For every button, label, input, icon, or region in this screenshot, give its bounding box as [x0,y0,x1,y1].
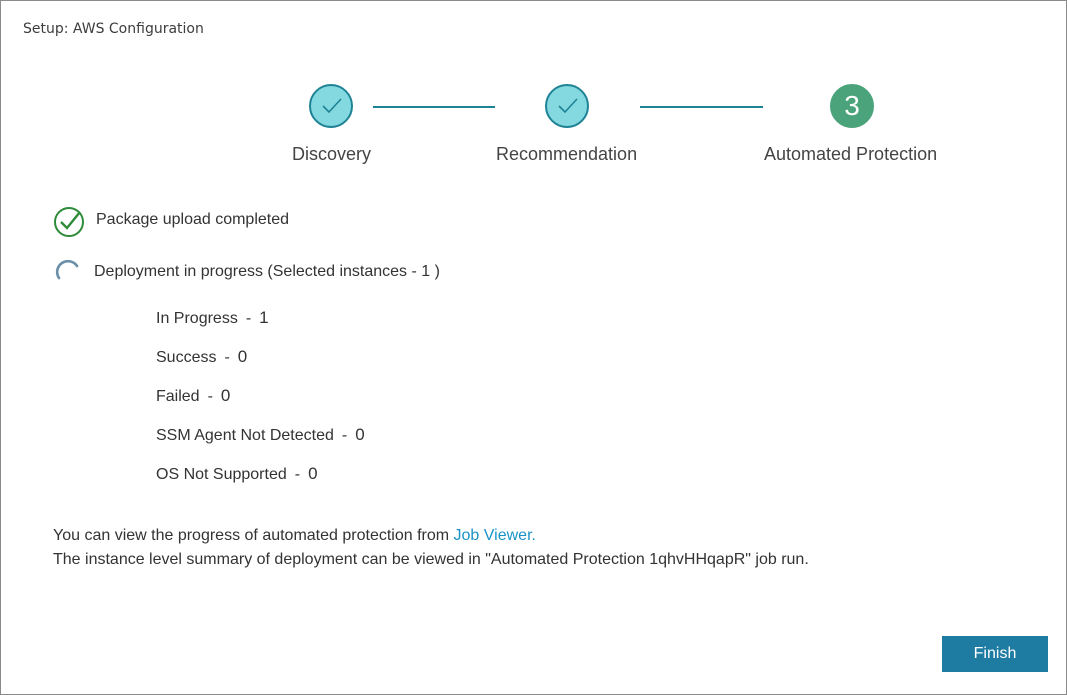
step-1-completed-indicator [309,84,353,128]
checkmark-icon [320,96,344,116]
step-label-recommendation: Recommendation [496,144,638,164]
stat-value: 0 [308,464,318,483]
stat-in-progress [156,308,269,328]
stat-label: OS Not Supported [156,466,287,483]
stat-value: 0 [237,347,248,366]
instance-summary-info: The instance level summary of deployment can be viewed in "Automated Protection 1qhvHHqapR" job run. [53,551,809,568]
deployment-status-text: Deployment in progress (Selected instances - 1 ) [94,263,440,280]
step-label-discovery: Discovery [292,144,372,164]
stat-os-not-supported [156,464,318,484]
step-connector-2 [640,106,763,108]
step-3-active-indicator: 3 [830,84,874,128]
step-2-completed-indicator [545,84,589,128]
stat-label: Failed [156,388,200,405]
stat-failed [156,386,230,406]
stat-success [156,347,247,367]
step-label-automated-protection: Automated Protection [764,144,938,164]
dialog-title: Setup: AWS Configuration [23,21,204,37]
spinner-icon [55,260,83,288]
stat-label: SSM Agent Not Detected [156,427,334,444]
upload-status-text: Package upload completed [96,211,290,228]
job-viewer-info [53,527,536,545]
finish-button[interactable]: Finish [942,636,1048,672]
stat-label: In Progress [156,310,238,327]
stat-value: 0 [355,425,365,444]
stat-ssm-agent-not-detected [156,425,365,445]
step-connector-1 [373,106,495,108]
checkmark-icon [556,96,580,116]
stat-label: Success [156,349,217,366]
job-viewer-link[interactable]: Job Viewer. [453,527,536,544]
stat-separator: - [224,349,230,366]
stat-value: 0 [220,386,231,405]
stat-separator: - [341,427,348,444]
info-text: You can view the progress of automated protection from [53,527,454,544]
check-circle-icon [53,206,85,238]
stat-value: 1 [259,308,269,327]
stat-separator: - [294,466,301,483]
stat-separator: - [207,388,213,405]
stat-separator: - [245,310,252,327]
